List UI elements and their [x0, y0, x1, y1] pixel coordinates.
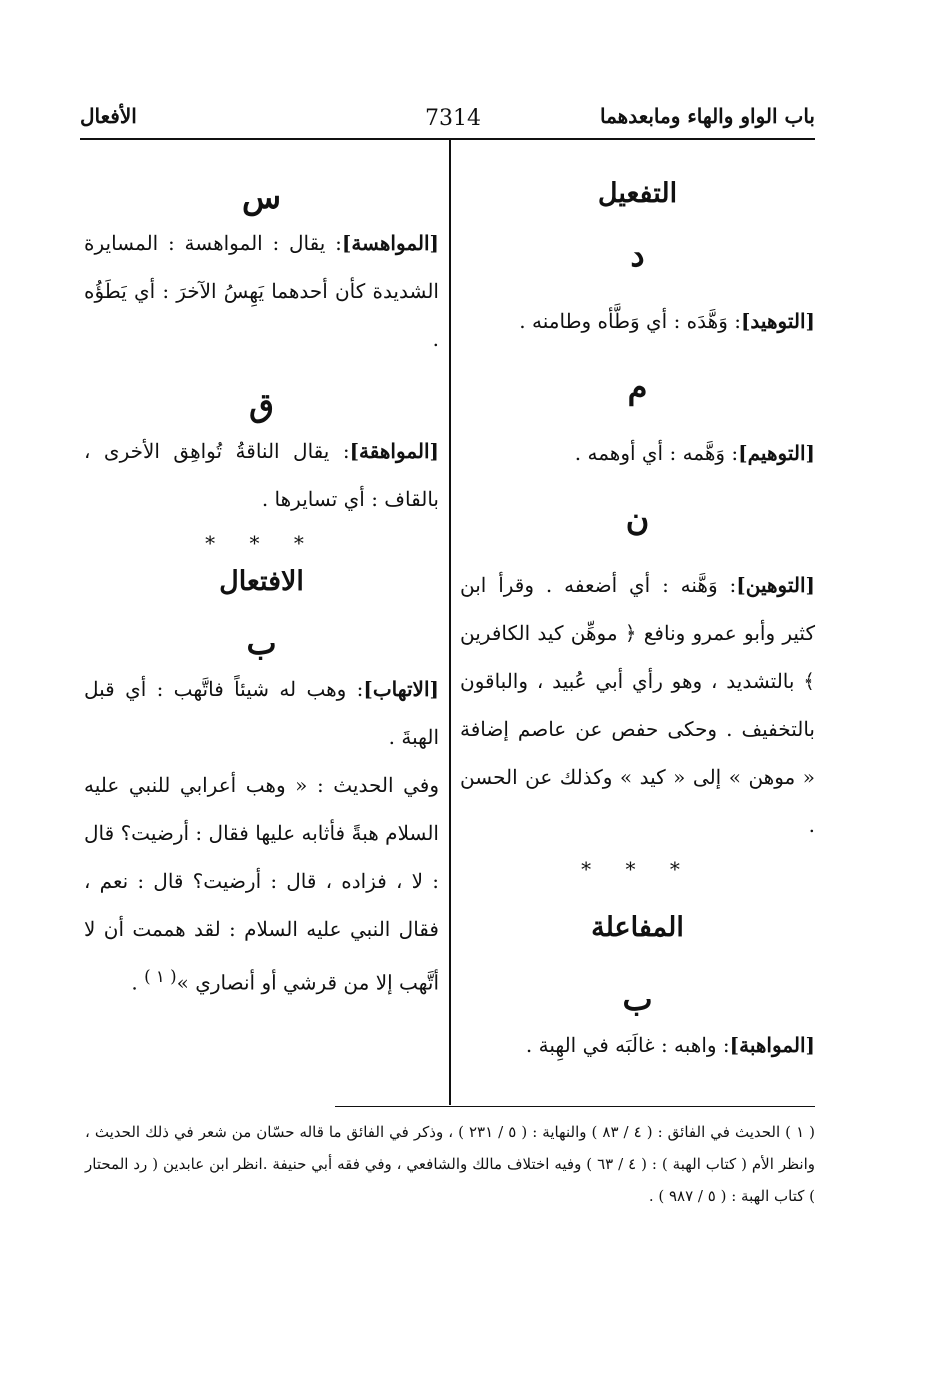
letter-ba: ب [246, 624, 277, 662]
entry-ittihab [84, 665, 439, 761]
text-muwahaqa: : يقال الناقةُ تُواهِق الأخرى ، بالقاف : أي تسايرها . [84, 439, 439, 511]
section-separator: * * * [205, 531, 318, 555]
term-muwahaqa: [المواهقة] [349, 439, 439, 463]
letter-qaf: ق [249, 386, 274, 424]
footnote-rule [335, 1106, 815, 1107]
text-muwahaba: : واهبه : غالَبَه في الهِبة . [525, 1033, 730, 1057]
entry-tawheen [460, 561, 815, 849]
right-column [460, 175, 815, 1069]
section-separator: * * * [581, 857, 694, 881]
header-rule [80, 138, 815, 140]
entry-tawheem [460, 429, 815, 477]
iftial-heading: الافتعال [219, 566, 304, 597]
term-muwahasa: [المواهسة] [341, 231, 439, 255]
tafeel-heading: التفعيل [597, 178, 678, 209]
hadith-paragraph [84, 761, 439, 1007]
term-tawheem: [التوهيم] [738, 441, 815, 465]
page-header [80, 98, 815, 138]
hadith-end: . [131, 970, 145, 995]
entry-muwahaqa [84, 427, 439, 523]
letter-noon: ن [625, 500, 650, 538]
entry-tawheed [460, 297, 815, 345]
term-tawheed: [التوهيد] [740, 309, 815, 333]
text-tawheed: : وَهَّدَه : أي وَطَّأه وطامنه . [519, 309, 741, 333]
text-ittihab: : وهب له شيئاً فاتَّهب : أي قبل الهبةَ . [84, 677, 439, 749]
mufaala-heading: المفاعلة [591, 912, 684, 943]
letter-meem: م [627, 368, 648, 406]
letter-ba: ب [622, 980, 653, 1018]
page-number: 7314 [425, 106, 481, 131]
footnote: ( ١ ) الحديث في الفائق : ( ٤ / ٨٣ ) والنهاية : ( ٥ / ٢٣١ ) ، وذكر في الفائق ما قاله حسّان من شعر في ذلك الحديث ، وانظر الأم ( كتاب الهبة ) : ( ٤ / ٦٣ ) وفيه اختلاف مالك والشافعي ، وفي فقه أبي حنيفة .انظر ابن عابدين ( رد المحتار ) كتاب الهبة : ( ٥ / ٩٨٧ ) . [85, 1123, 816, 1205]
term-ittihab: [الاتهاب] [363, 677, 439, 701]
hadith-text: وفي الحديث : « وهب أعرابي للنبي عليه السلام هبةً فأثابه عليها فقال : أرضيت؟ قال : لا ، فزاده ، قال : أرضيت؟ قال : نعم ، فقال النبي عليه السلام : لقد هممت أن لا أتَّهب إلا من قرشي أو أنصاري » [84, 773, 439, 995]
left-column [84, 175, 439, 1007]
section-title: الأفعال [80, 104, 137, 128]
chapter-title: باب الواو والهاء ومابعدهما [600, 104, 815, 128]
letter-seen: س [241, 178, 282, 216]
entry-muwahasa [84, 219, 439, 363]
text-muwahasa: : يقال : المواهسة : المسايرة الشديدة كأن أحدهما يَهِسُ الآخرَ : أي يَطَؤُه . [84, 231, 439, 351]
term-muwahaba: [المواهبة] [729, 1033, 815, 1057]
footnote-reference: ( ١ ) [144, 967, 177, 986]
text-tawheem: : وَهَّمه : أي أوهمه . [574, 441, 739, 465]
letter-dal: د [630, 236, 645, 274]
column-divider [449, 140, 451, 1105]
term-tawheen: [التوهين] [736, 573, 815, 597]
entry-muwahaba [460, 1021, 815, 1069]
text-tawheen: : وَهَّنه : أي أضعفه . وقرأ ابن كثير وأبو عمرو ونافع ﴿ موهِّن كيد الكافرين ﴾ بالتشديد ، وهو رأي أبي عُبيد ، والباقون بالتخفيف . وحكى حفص عن عاصم إضافة « موهن » إلى « كيد » وكذلك عن الحسن . [460, 573, 815, 837]
